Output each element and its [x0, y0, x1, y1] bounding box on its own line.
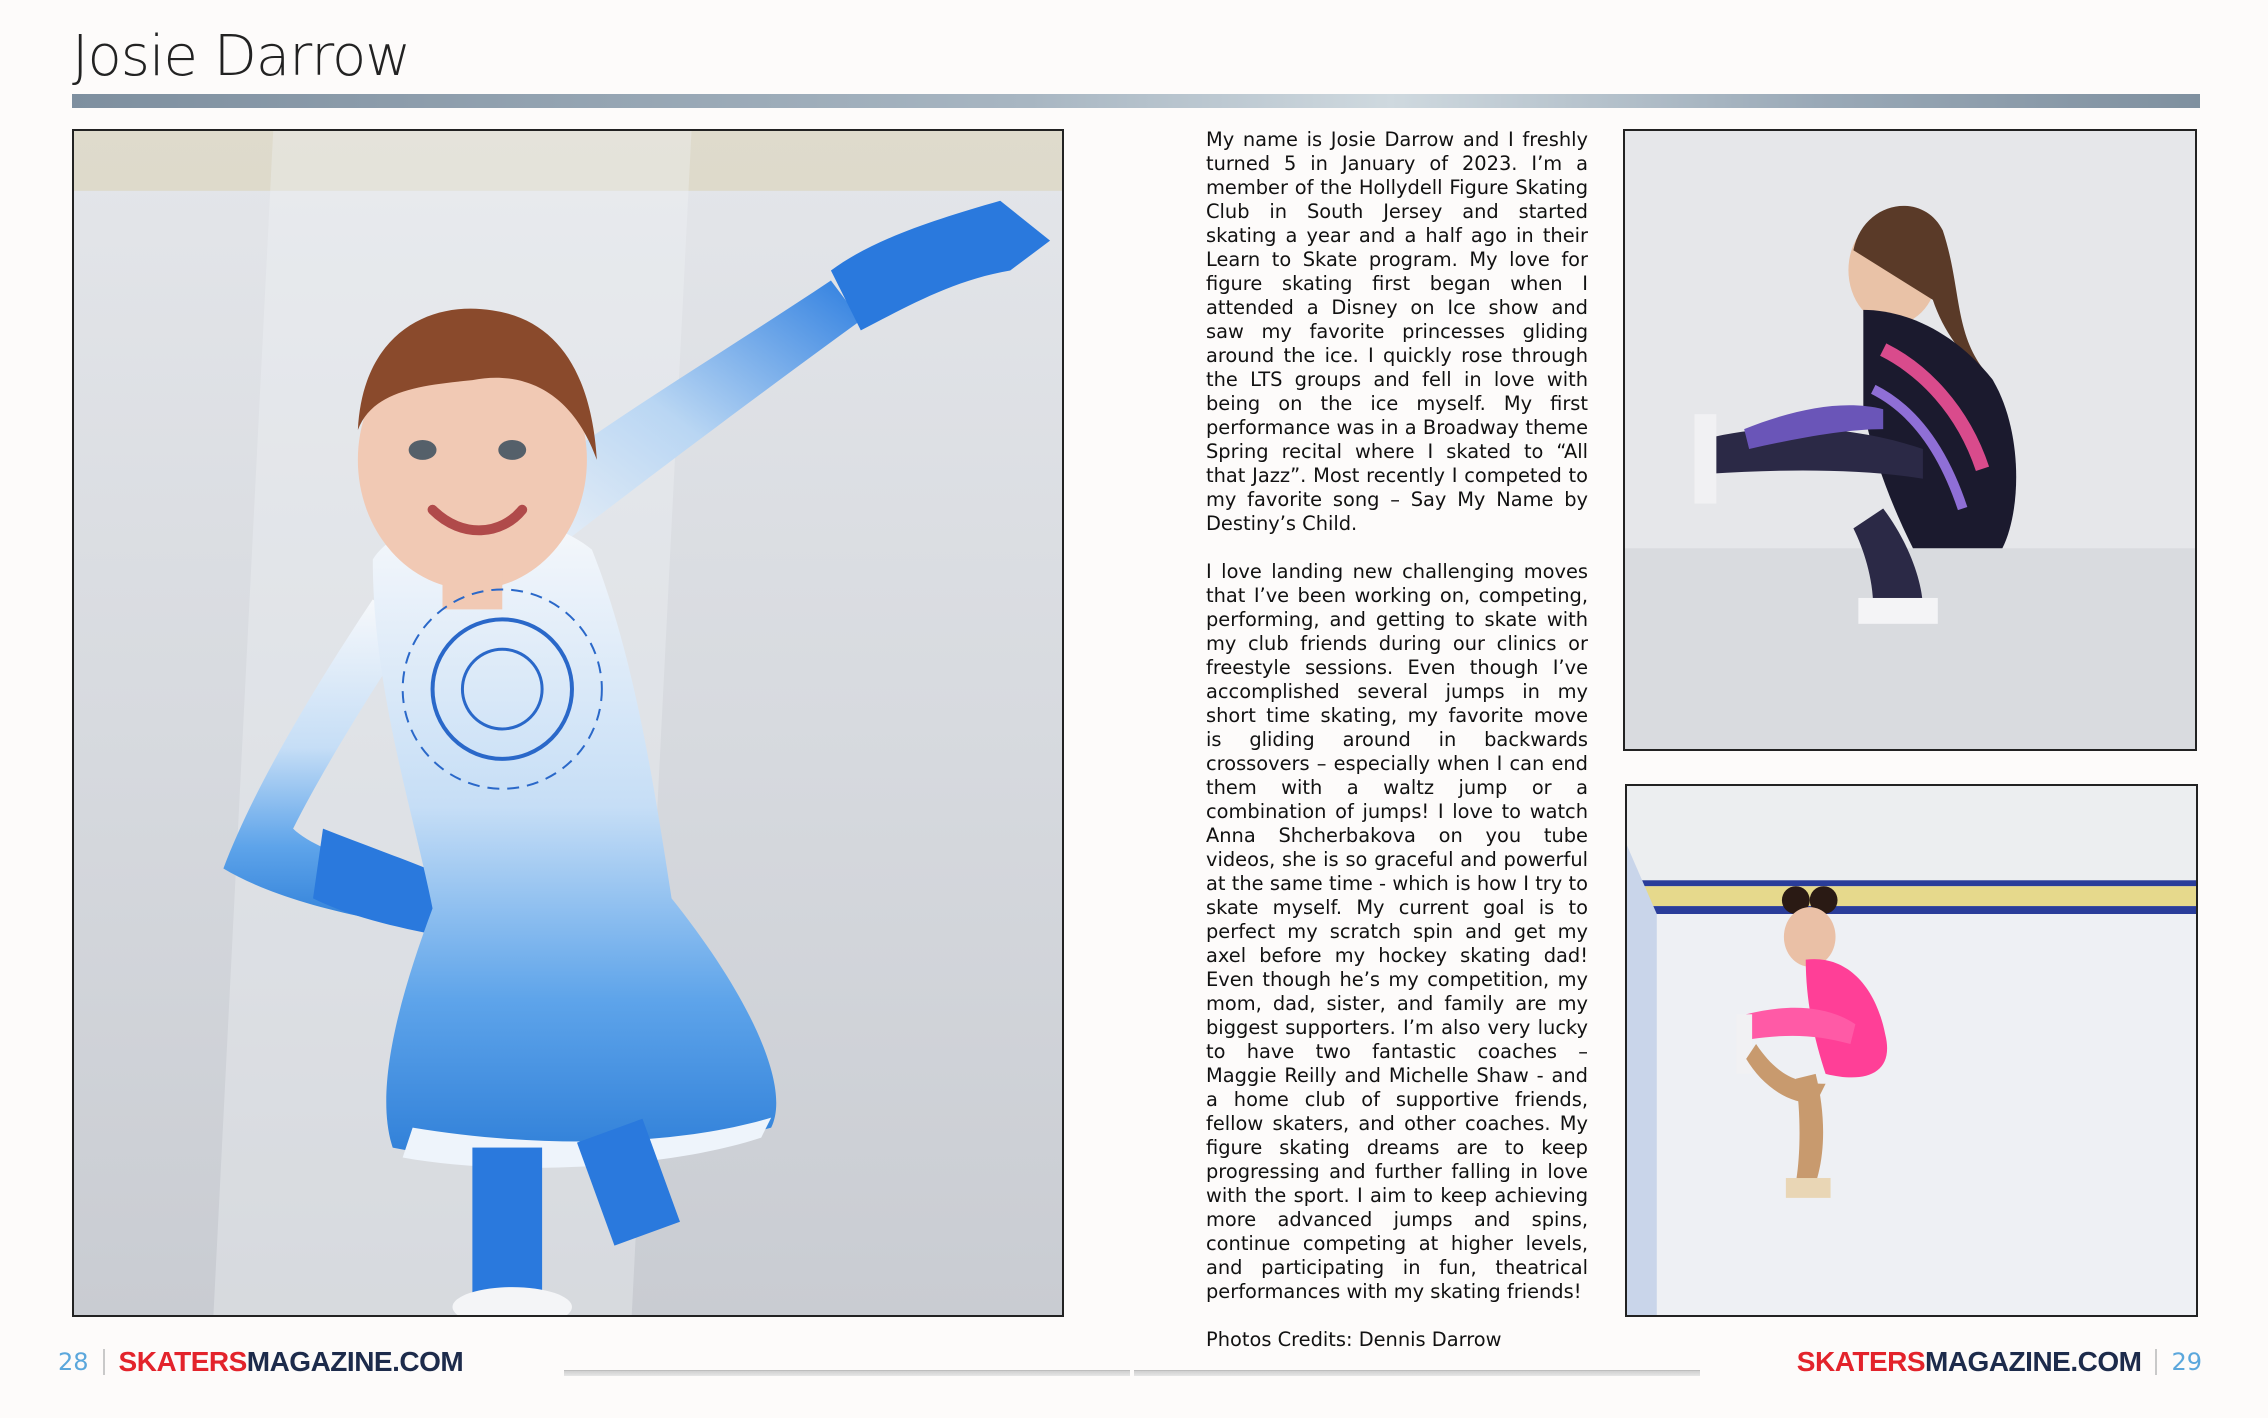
brand-part-1-left: SKATERS — [118, 1346, 247, 1377]
photo-main-illustration — [74, 131, 1062, 1315]
photo-main-skater-blue-dress — [72, 129, 1064, 1317]
footer-right — [1797, 1346, 2202, 1378]
article-paragraph-2: I love landing new challenging moves that I’ve been working on, competing, performing, and getting to skate with my club friends during our clinics or freestyle sessions. Even though I’ve accomplished several jumps in my short time skating, my favorite move is gliding around in backwards crossovers – especially when I can end them with a waltz jump or a combination of jumps! I love to watch Anna Shcherbakova on you tube videos, she is so graceful and powerful at the same time - which is how I try to skate myself. My current goal is to perfect my scratch spin and get my axel before my hockey skating dad! Even though he’s my competition, my mom, dad, sister, and family are my biggest supporters. I’m also very lucky to have two fantastic coaches – Maggie Reilly and Michelle Shaw - and a home club of supportive friends, fellow skaters, and other coaches. My figure skating dreams are to keep progressing and further falling in love with the sport. I aim to keep achieving more advanced jumps and spins, continue competing at higher levels, and participating in fun, theatrical performances with my skating friends! — [1206, 560, 1588, 1303]
photo-credit: Photos Credits: Dennis Darrow — [1206, 1328, 1502, 1351]
brand-part-2-right: MAGAZINE.COM — [1925, 1346, 2142, 1377]
title-divider — [72, 94, 2200, 108]
footer-line-right — [1134, 1370, 1700, 1376]
page-number-right: 29 — [2171, 1348, 2202, 1376]
brand-logo-left[interactable] — [119, 1346, 464, 1378]
photo-pink-dress-spin — [1625, 784, 2198, 1317]
footer-separator-left — [103, 1349, 105, 1375]
footer-left — [58, 1346, 463, 1378]
footer-line-left — [564, 1370, 1130, 1376]
brand-logo-right[interactable] — [1797, 1346, 2142, 1378]
page-title: Josie Darrow — [72, 24, 411, 89]
article-paragraph-1: My name is Josie Darrow and I freshly turned 5 in January of 2023. I’m a member of the Hollydell Figure Skating Club in South Jersey and started skating a year and a half ago in their Learn to Skate program. My love for figure skating first began when I attended a Disney on Ice show and saw my favorite princesses gliding around the ice. I quickly rose through the LTS groups and fell in love with being on the ice myself. My first performance was in a Broadway theme Spring recital where I skated to “All that Jazz”. Most recently I competed to my favorite song – Say My Name by Destiny’s Child. — [1206, 128, 1588, 535]
photo-sit-spin — [1623, 129, 2197, 751]
page-number-left: 28 — [58, 1348, 89, 1376]
footer-decoration — [564, 1370, 1700, 1378]
photo-pink-dress-illustration — [1627, 786, 2196, 1315]
photo-sit-spin-illustration — [1625, 131, 2195, 749]
article-body — [1206, 128, 1588, 1376]
footer-separator-right — [2155, 1349, 2157, 1375]
brand-part-2-left: MAGAZINE.COM — [246, 1346, 464, 1377]
brand-part-1-right: SKATERS — [1796, 1346, 1926, 1377]
